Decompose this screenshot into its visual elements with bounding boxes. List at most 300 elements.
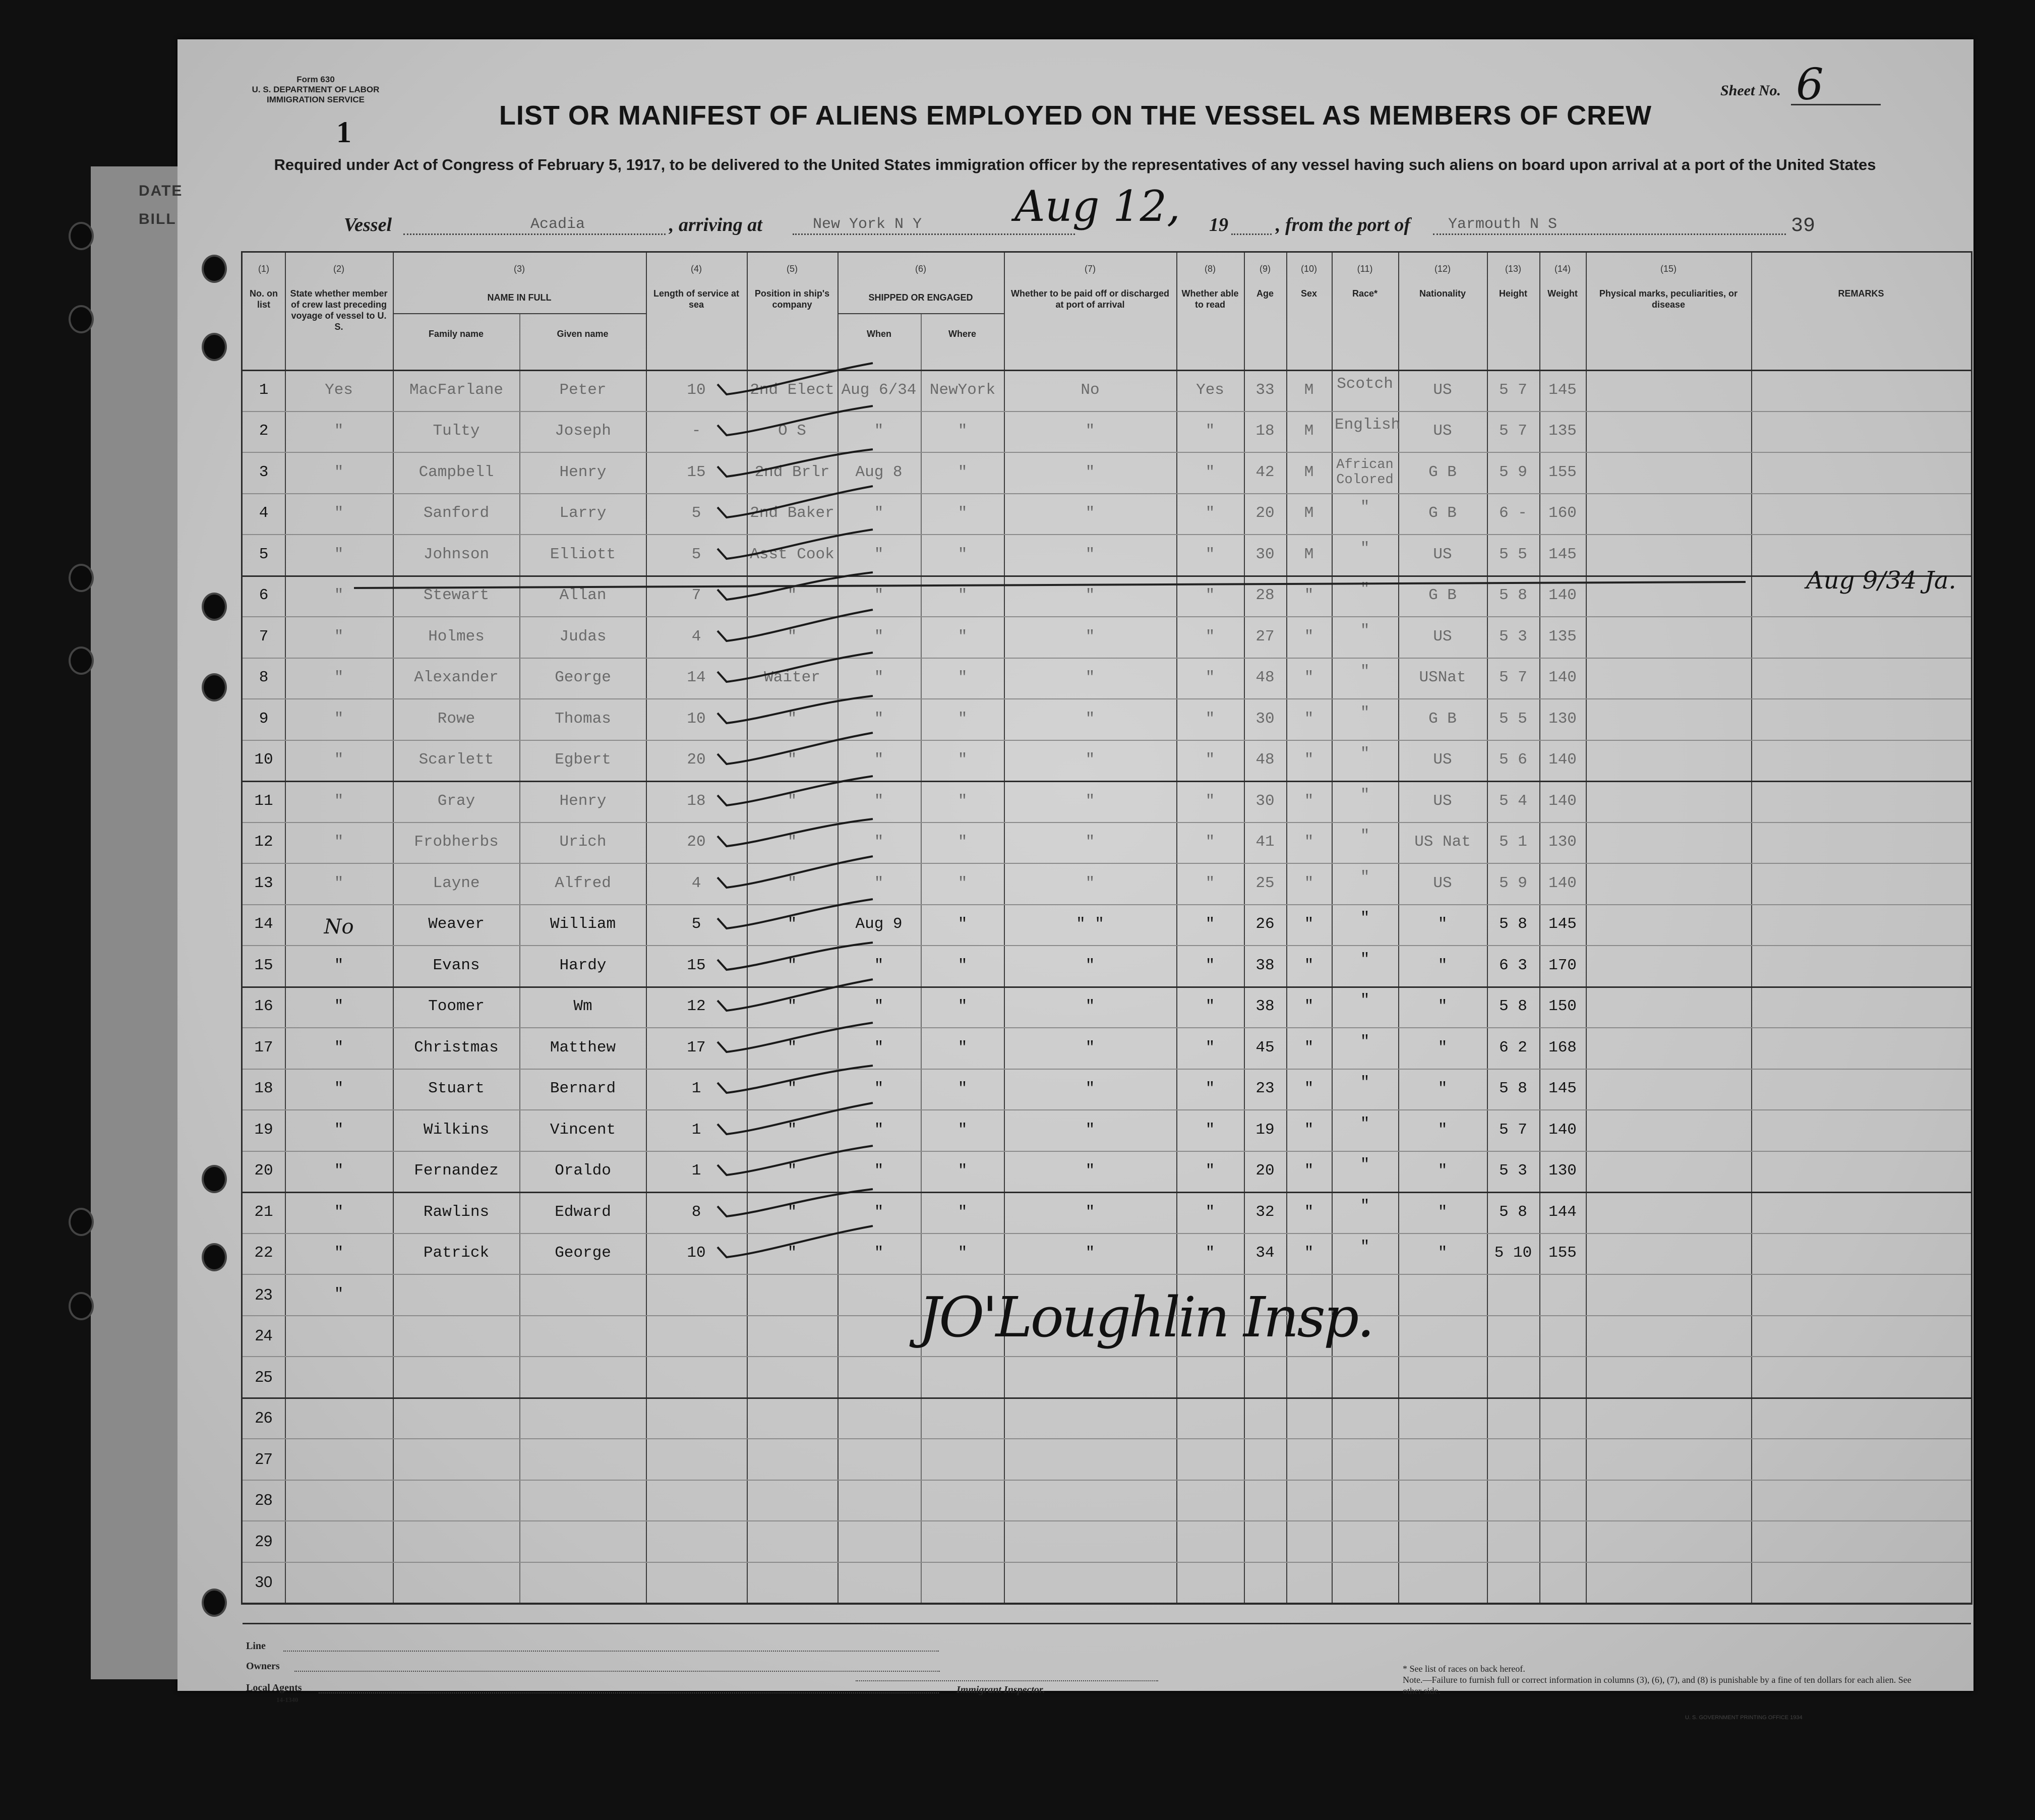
- year-underline: [1231, 233, 1272, 235]
- check-mark: [711, 400, 883, 445]
- sex-cell: ": [1304, 1038, 1314, 1056]
- row-number: 25: [255, 1367, 273, 1385]
- weight-cell: 135: [1548, 422, 1577, 440]
- race-cell: ": [1360, 868, 1370, 886]
- weight-cell: 155: [1548, 1244, 1577, 1262]
- nationality-cell: US: [1433, 792, 1452, 810]
- service-length-cell: 1: [691, 1121, 701, 1139]
- column-number: (3): [514, 264, 525, 274]
- previous-voyage-cell: ": [334, 422, 344, 440]
- document-title: LIST OR MANIFEST OF ALIENS EMPLOYED ON THE VESSEL AS MEMBERS OF CREW: [499, 100, 1652, 131]
- paid-off-cell: ": [1085, 422, 1095, 440]
- sex-cell: ": [1304, 751, 1314, 769]
- previous-voyage-cell: ": [334, 545, 344, 563]
- service-length-cell: 7: [691, 586, 701, 605]
- previous-voyage-cell: ": [334, 833, 344, 851]
- service-length-cell: 10: [687, 1244, 706, 1262]
- nationality-cell: US: [1433, 751, 1452, 769]
- row-rule: [243, 1233, 1971, 1234]
- family-name-cell: Fernandez: [414, 1162, 499, 1180]
- family-name-cell: Wilkins: [423, 1121, 490, 1139]
- position-cell: 2nd Elect: [750, 381, 834, 399]
- arriving-port: New York N Y: [813, 216, 922, 233]
- service-length-cell: 20: [687, 833, 706, 851]
- previous-voyage-cell: ": [334, 1038, 344, 1056]
- weight-cell: 145: [1548, 545, 1577, 563]
- able-to-read-cell: ": [1205, 792, 1215, 810]
- nationality-cell: US Nat: [1414, 833, 1471, 851]
- row-number: 14: [254, 915, 273, 933]
- row-number: 12: [254, 833, 273, 851]
- given-name-cell: Oraldo: [555, 1162, 611, 1180]
- shipped-when-cell: ": [874, 422, 884, 440]
- row5-remark: Aug 9/34 Ja.: [1806, 566, 1956, 595]
- row-rule: [243, 1192, 1971, 1193]
- age-cell: 18: [1255, 422, 1275, 440]
- age-cell: 28: [1255, 586, 1275, 605]
- position-cell: 2nd Brlr: [754, 463, 830, 481]
- age-cell: 33: [1255, 381, 1275, 399]
- able-to-read-cell: ": [1205, 422, 1215, 440]
- nationality-cell: US: [1433, 627, 1452, 645]
- row-rule: [243, 1151, 1971, 1152]
- check-mark: [711, 523, 883, 569]
- given-name-cell: Vincent: [550, 1121, 616, 1139]
- punch-hole: [202, 1165, 227, 1193]
- printer-line: U. S. GOVERNMENT PRINTING OFFICE 1934: [1685, 1715, 1803, 1721]
- service-length-cell: 5: [691, 915, 701, 933]
- position-cell: ": [787, 627, 797, 645]
- family-name-cell: Frobherbs: [414, 833, 499, 851]
- column-number: (8): [1205, 264, 1216, 274]
- position-cell: ": [787, 1244, 797, 1262]
- row-rule: [243, 411, 1971, 412]
- given-name-cell: Edward: [555, 1203, 611, 1221]
- sex-cell: M: [1304, 504, 1314, 522]
- previous-voyage-cell: ": [334, 1121, 344, 1139]
- check-mark: [711, 770, 883, 815]
- form-number: Form 630: [296, 75, 335, 84]
- weight-cell: 145: [1548, 915, 1577, 933]
- service-length-cell: 10: [687, 381, 706, 399]
- row-number: 6: [259, 586, 269, 605]
- race-cell: ": [1360, 991, 1370, 1010]
- row-rule: [243, 452, 1971, 453]
- height-cell: 5 7: [1499, 422, 1527, 440]
- given-name-cell: George: [555, 1244, 611, 1262]
- shipped-where-cell: ": [957, 1203, 968, 1221]
- row-rule: [243, 1356, 1971, 1357]
- family-name-cell: Evans: [433, 956, 480, 974]
- paid-off-cell: ": [1085, 1203, 1095, 1221]
- sex-cell: ": [1304, 1121, 1314, 1139]
- column-header: Physical marks, peculiarities, or disease: [1599, 288, 1738, 310]
- check-mark: [711, 1099, 883, 1144]
- vessel-name: Acadia: [530, 216, 585, 233]
- nationality-cell: G B: [1428, 463, 1457, 481]
- able-to-read-cell: ": [1205, 586, 1215, 605]
- column-number: (9): [1260, 264, 1271, 274]
- height-cell: 5 6: [1499, 751, 1527, 769]
- shipped-where-cell: ": [957, 997, 968, 1016]
- row-rule: [243, 616, 1971, 617]
- position-cell: ": [787, 874, 797, 892]
- family-name-cell: Holmes: [428, 627, 485, 645]
- able-to-read-cell: ": [1205, 915, 1215, 933]
- previous-voyage-cell: ": [334, 627, 344, 645]
- check-mark: [711, 1222, 883, 1267]
- row-number: 5: [259, 545, 269, 563]
- sex-cell: ": [1304, 710, 1314, 728]
- age-cell: 38: [1255, 997, 1275, 1016]
- previous-voyage-cell: ": [334, 1162, 344, 1180]
- family-name-cell: Tulty: [433, 422, 480, 440]
- able-to-read-cell: ": [1205, 874, 1215, 892]
- position-cell: ": [787, 1203, 797, 1221]
- sex-cell: ": [1304, 915, 1314, 933]
- sex-cell: ": [1304, 874, 1314, 892]
- check-mark: [711, 1017, 883, 1062]
- row-rule: [243, 1520, 1971, 1521]
- height-cell: 5 3: [1499, 627, 1527, 645]
- row-number: 10: [254, 751, 273, 769]
- shipped-when-cell: ": [874, 997, 884, 1016]
- row-number: 28: [255, 1491, 273, 1509]
- row-rule: [243, 1480, 1971, 1481]
- family-name-cell: Alexander: [414, 669, 499, 687]
- family-name-cell: Toomer: [428, 997, 485, 1016]
- sex-cell: ": [1304, 833, 1314, 851]
- check-mark: [711, 441, 883, 487]
- row-number: 22: [254, 1244, 273, 1262]
- check-mark: [711, 852, 883, 898]
- paid-off-cell: ": [1085, 792, 1095, 810]
- sex-cell: ": [1304, 1244, 1314, 1262]
- from-port: Yarmouth N S: [1448, 216, 1558, 233]
- height-cell: 6 -: [1499, 504, 1527, 522]
- weight-cell: 140: [1548, 792, 1577, 810]
- service-name: IMMIGRATION SERVICE: [267, 95, 365, 104]
- able-to-read-cell: ": [1205, 627, 1215, 645]
- name-subheader-rule: [393, 313, 646, 314]
- position-cell: 2nd Baker: [750, 504, 834, 522]
- able-to-read-cell: ": [1205, 1121, 1215, 1139]
- agents-form-code: 14-1340: [276, 1696, 298, 1704]
- position-cell: ": [787, 915, 797, 933]
- paid-off-cell: ": [1085, 586, 1095, 605]
- paid-off-cell: ": [1085, 956, 1095, 974]
- race-cell: ": [1360, 745, 1370, 763]
- row-rule: [243, 575, 1971, 577]
- shipped-when-cell: ": [874, 956, 884, 974]
- sex-cell: ": [1304, 1162, 1314, 1180]
- race-cell: ": [1360, 1114, 1370, 1133]
- shipped-subheader-rule: [837, 313, 1004, 314]
- paid-off-cell: No: [1081, 381, 1100, 399]
- nationality-cell: US: [1433, 381, 1452, 399]
- shipped-when-cell: Aug 8: [855, 463, 903, 481]
- previous-voyage-cell: ": [334, 792, 344, 810]
- row-rule: [243, 493, 1971, 494]
- family-name-cell: Sanford: [423, 504, 490, 522]
- column-subheader: Where: [948, 329, 976, 339]
- able-to-read-cell: ": [1205, 1162, 1215, 1180]
- height-cell: 5 7: [1499, 381, 1527, 399]
- nationality-cell: G B: [1428, 586, 1457, 605]
- position-cell: Asst Cook: [750, 545, 834, 563]
- service-length-cell: 15: [687, 463, 706, 481]
- given-name-cell: Joseph: [555, 422, 611, 440]
- shipped-where-cell: ": [957, 915, 968, 933]
- sex-cell: M: [1304, 463, 1314, 481]
- paid-off-cell: ": [1085, 1080, 1095, 1098]
- column-number: (12): [1434, 264, 1451, 274]
- given-name-cell: Allan: [559, 586, 607, 605]
- height-cell: 5 3: [1499, 1162, 1527, 1180]
- family-name-cell: Rowe: [437, 710, 475, 728]
- arriving-label: , arriving at: [669, 214, 762, 236]
- shipped-where-cell: ": [957, 1162, 968, 1180]
- given-name-cell: Thomas: [555, 710, 611, 728]
- position-cell: ": [787, 586, 797, 605]
- nationality-cell: US: [1433, 874, 1452, 892]
- able-to-read-cell: ": [1205, 1203, 1215, 1221]
- nationality-cell: USNat: [1419, 669, 1466, 687]
- age-cell: 23: [1255, 1080, 1275, 1098]
- previous-voyage-cell: ": [334, 504, 344, 522]
- shipped-when-cell: ": [874, 751, 884, 769]
- service-length-cell: 14: [687, 669, 706, 687]
- paid-off-cell: ": [1085, 874, 1095, 892]
- row-number: 27: [255, 1449, 273, 1467]
- shipped-where-cell: ": [957, 1121, 968, 1139]
- check-mark: [711, 811, 883, 856]
- position-cell: Waiter: [764, 669, 820, 687]
- weight-cell: 168: [1548, 1038, 1577, 1056]
- check-mark: [711, 482, 883, 527]
- paid-off-cell: ": [1085, 1121, 1095, 1139]
- row-rule: [243, 781, 1971, 782]
- row-number: 23: [255, 1285, 273, 1303]
- column-number: (11): [1357, 264, 1373, 274]
- age-cell: 30: [1255, 792, 1275, 810]
- previous-voyage-cell: ": [334, 1203, 344, 1221]
- row-rule: [243, 945, 1971, 946]
- position-cell: ": [787, 997, 797, 1016]
- age-cell: 42: [1255, 463, 1275, 481]
- check-mark: [711, 359, 883, 404]
- shipped-when-cell: ": [874, 627, 884, 645]
- shipped-when-cell: ": [874, 669, 884, 687]
- shipped-when-cell: ": [874, 710, 884, 728]
- height-cell: 5 8: [1499, 586, 1527, 605]
- age-cell: 32: [1255, 1203, 1275, 1221]
- age-cell: 34: [1255, 1244, 1275, 1262]
- given-name-cell: Judas: [559, 627, 607, 645]
- check-mark: [711, 729, 883, 774]
- height-cell: 5 9: [1499, 463, 1527, 481]
- shipped-where-cell: ": [957, 751, 968, 769]
- row-number: 26: [255, 1408, 273, 1427]
- column-header: SHIPPED OR ENGAGED: [868, 292, 973, 303]
- row-rule: [243, 1109, 1971, 1110]
- weight-cell: 130: [1548, 833, 1577, 851]
- age-cell: 19: [1255, 1121, 1275, 1139]
- previous-voyage-cell: No: [324, 915, 354, 939]
- shipped-where-cell: ": [957, 1080, 968, 1098]
- position-cell: ": [787, 751, 797, 769]
- row-rule: [243, 986, 1971, 988]
- column-header: Whether to be paid off or discharged at port of arrival: [1010, 288, 1169, 310]
- position-cell: ": [787, 956, 797, 974]
- race-cell: ": [1360, 786, 1370, 804]
- family-name-cell: Layne: [433, 874, 480, 892]
- service-length-cell: 15: [687, 956, 706, 974]
- owners-label: Owners: [246, 1661, 280, 1672]
- family-name-cell: Johnson: [423, 545, 490, 563]
- age-cell: 48: [1255, 751, 1275, 769]
- row-number: 2: [259, 422, 269, 440]
- sex-cell: ": [1304, 1203, 1314, 1221]
- nationality-cell: ": [1438, 1162, 1448, 1180]
- row-number: 20: [254, 1162, 273, 1180]
- race-cell: ": [1360, 621, 1370, 639]
- paid-off-cell: ": [1085, 1038, 1095, 1056]
- family-name-cell: Stuart: [428, 1080, 485, 1098]
- from-port-underline: [1433, 233, 1786, 235]
- from-port-label: , from the port of: [1276, 214, 1411, 236]
- row-rule: [243, 1069, 1971, 1070]
- given-name-cell: Larry: [559, 504, 607, 522]
- service-length-cell: 18: [687, 792, 706, 810]
- inspector-signature: JO'Loughlin Insp.: [919, 1285, 1373, 1349]
- age-cell: 26: [1255, 915, 1275, 933]
- shipped-where-cell: ": [957, 710, 968, 728]
- weight-cell: 170: [1548, 956, 1577, 974]
- height-cell: 5 5: [1499, 545, 1527, 563]
- race-cell: ": [1360, 1238, 1370, 1256]
- column-header: REMARKS: [1838, 288, 1884, 299]
- age-cell: 38: [1255, 956, 1275, 974]
- column-number: (6): [915, 264, 926, 274]
- row-rule: [243, 658, 1971, 659]
- able-to-read-cell: ": [1205, 997, 1215, 1016]
- height-cell: 5 7: [1499, 669, 1527, 687]
- paid-off-cell: ": [1085, 833, 1095, 851]
- given-name-cell: George: [555, 669, 611, 687]
- age-cell: 27: [1255, 627, 1275, 645]
- year-value: 39: [1791, 215, 1816, 238]
- height-cell: 5 9: [1499, 874, 1527, 892]
- race-cell: ": [1360, 1156, 1370, 1174]
- shipped-where-cell: ": [957, 669, 968, 687]
- arriving-underline: [793, 233, 1075, 235]
- column-header: State whether member of crew last preceding voyage of vessel to U. S.: [290, 288, 388, 332]
- weight-cell: 160: [1548, 504, 1577, 522]
- family-name-cell: Patrick: [423, 1244, 490, 1262]
- penalty-note: Note.—Failure to furnish full or correct information in columns (3), (6), (7), and (8) is punishable by a fine of ten dollars for each alien. See other side.: [1403, 1675, 1911, 1696]
- paid-off-cell: ": [1085, 997, 1095, 1016]
- nationality-cell: ": [1438, 1121, 1448, 1139]
- race-cell: English: [1335, 416, 1401, 434]
- check-mark: [711, 1058, 883, 1103]
- line-label: Line: [246, 1640, 266, 1652]
- paid-off-cell: ": [1085, 751, 1095, 769]
- previous-voyage-cell: Yes: [325, 381, 353, 399]
- service-length-cell: 17: [687, 1038, 706, 1056]
- paid-off-cell: ": [1085, 1244, 1095, 1262]
- column-subheader: Family name: [428, 329, 484, 339]
- nationality-cell: ": [1438, 1244, 1448, 1262]
- check-mark: [711, 893, 883, 938]
- able-to-read-cell: ": [1205, 504, 1215, 522]
- able-to-read-cell: ": [1205, 1038, 1215, 1056]
- row-rule: [243, 904, 1971, 905]
- shipped-when-cell: ": [874, 504, 884, 522]
- sex-cell: M: [1304, 422, 1314, 440]
- column-header: Weight: [1547, 288, 1578, 299]
- weight-cell: 140: [1548, 1121, 1577, 1139]
- given-name-cell: Henry: [559, 792, 607, 810]
- row-rule: [243, 534, 1971, 535]
- previous-voyage-cell: ": [334, 1285, 344, 1303]
- check-mark: [711, 688, 883, 733]
- local-agents-underline: [319, 1692, 939, 1693]
- row-rule: [243, 1438, 1971, 1439]
- year-prefix: 19: [1209, 214, 1228, 236]
- paid-off-cell: ": [1085, 1162, 1095, 1180]
- given-name-cell: Alfred: [555, 874, 611, 892]
- family-name-cell: Gray: [437, 792, 475, 810]
- sex-cell: M: [1304, 545, 1314, 563]
- previous-voyage-cell: ": [334, 956, 344, 974]
- punch-hole: [202, 1243, 227, 1271]
- shipped-where-cell: ": [957, 792, 968, 810]
- sex-cell: ": [1304, 997, 1314, 1016]
- given-name-cell: Urich: [559, 833, 607, 851]
- shipped-where-cell: ": [957, 1244, 968, 1262]
- row-number: 13: [254, 874, 273, 892]
- column-subheader: Given name: [557, 329, 609, 339]
- shipped-where-cell: ": [957, 956, 968, 974]
- column-number: (10): [1300, 264, 1317, 274]
- weight-cell: 140: [1548, 669, 1577, 687]
- service-length-cell: 12: [687, 997, 706, 1016]
- paid-off-cell: ": [1085, 463, 1095, 481]
- shipped-when-cell: ": [874, 1162, 884, 1180]
- able-to-read-cell: ": [1205, 669, 1215, 687]
- column-number: (14): [1554, 264, 1571, 274]
- column-header: Height: [1499, 288, 1527, 299]
- family-name-cell: Campbell: [418, 463, 494, 481]
- punch-hole: [202, 673, 227, 701]
- able-to-read-cell: ": [1205, 710, 1215, 728]
- shipped-where-cell: ": [957, 422, 968, 440]
- previous-voyage-cell: ": [334, 586, 344, 605]
- column-number: (2): [333, 264, 344, 274]
- age-cell: 20: [1255, 1162, 1275, 1180]
- row-number: 8: [259, 669, 269, 687]
- shipped-where-cell: NewYork: [929, 381, 996, 399]
- position-cell: ": [787, 1121, 797, 1139]
- column-header: NAME IN FULL: [487, 292, 552, 303]
- age-cell: 41: [1255, 833, 1275, 851]
- able-to-read-cell: ": [1205, 751, 1215, 769]
- column-subheader: When: [867, 329, 891, 339]
- sheet-label: Sheet No.: [1720, 82, 1781, 99]
- shipped-where-cell: ": [957, 463, 968, 481]
- shipped-where-cell: ": [957, 627, 968, 645]
